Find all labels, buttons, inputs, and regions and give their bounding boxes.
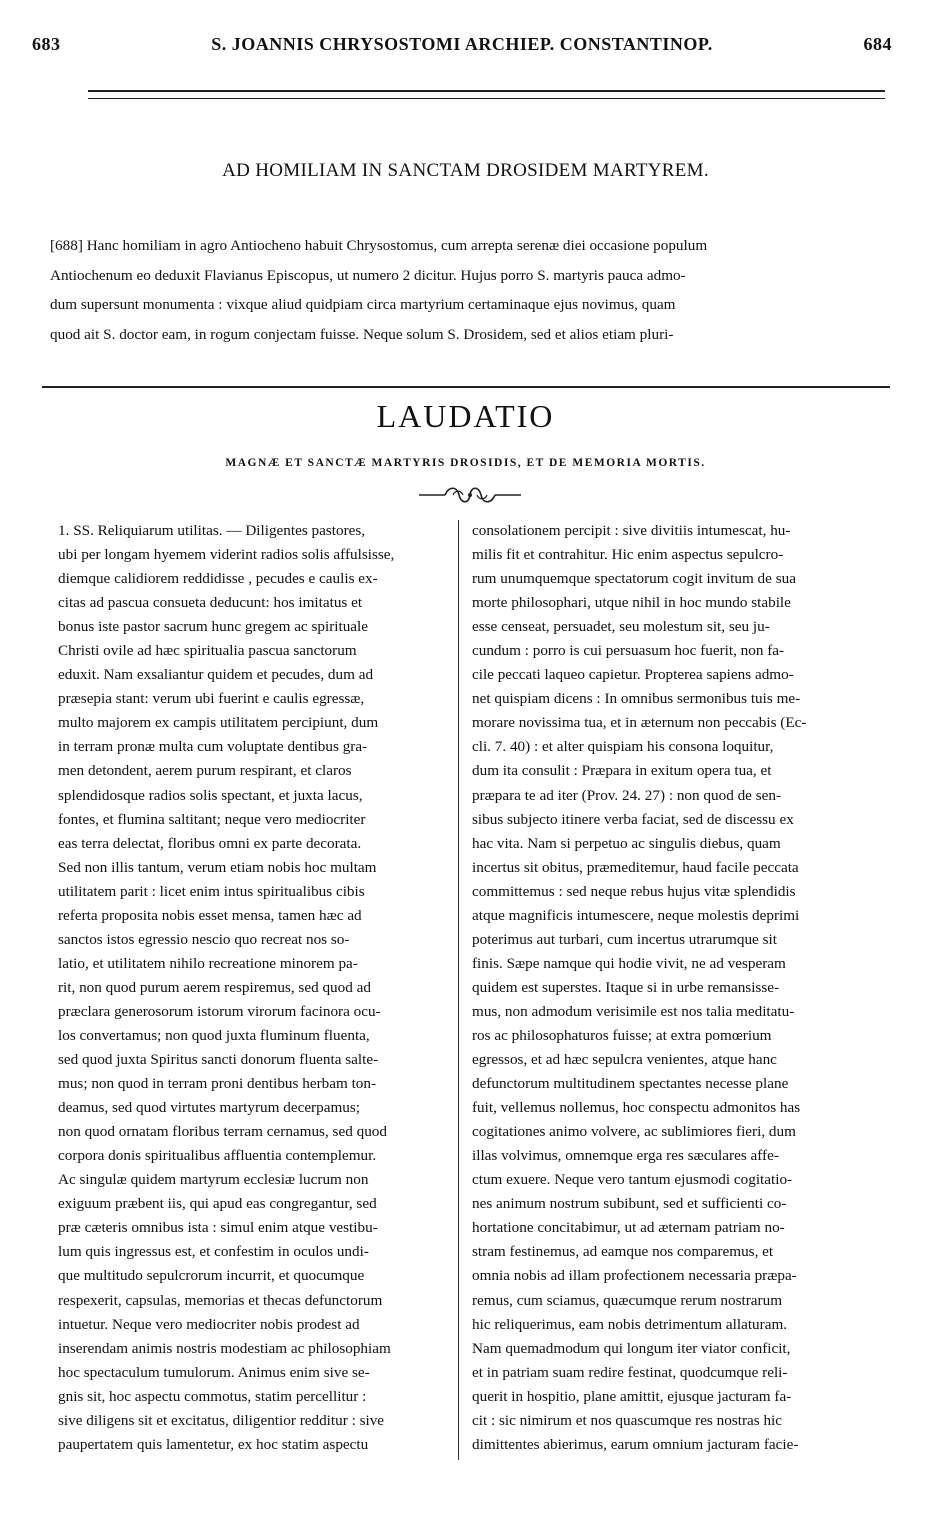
text-line: rum unumquemque spectatorum cogit invitum de sua [472,570,796,588]
homily-note-title: AD HOMILIAM IN SANCTAM DROSIDEM MARTYREM. [222,160,709,181]
text-line: gnis sit, hoc aspectu commotus, statim percellitur : [58,1387,367,1405]
text-line: dimittentes abierimus, earum omnium jacturam facie- [472,1435,799,1453]
text-line: cile peccati laqueo capietur. Propterea sapiens admo- [472,666,794,684]
intro-line: [688] Hanc homiliam in agro Antiocheno habuit Chrysostomus, cum arrepta serenæ diei occasione populum [50,237,708,254]
text-column-left [58,519,445,1457]
text-line: in terram pronæ multa cum voluptate dentibus gra- [58,738,368,756]
text-line: milis fit et contrahitur. Hic enim aspectus sepulcro- [472,546,784,564]
text-line: sibus subjecto itinere verba faciat, sed de discessu ex [472,810,794,828]
text-line: 1. SS. Reliquiarum utilitas. — Diligentes pastores, [58,522,366,539]
text-line: los convertamus; non quod juxta fluminum fluenta, [58,1026,370,1044]
section-rule [42,386,890,388]
page-number-left: 683 [32,34,61,54]
work-subtitle: MAGNÆ ET SANCTÆ MARTYRIS DROSIDIS, ET DE MEMORIA MORTIS. [225,457,706,469]
text-line: referta proposita nobis esset mensa, tamen hæc ad [58,906,362,924]
text-line: morte philosophari, utque nihil in hoc mundo stabile [472,594,791,612]
column-divider [458,520,459,1460]
page-number-right: 684 [863,34,892,54]
text-line: deamus, sed quod virtutes martyrum decerpamus; [58,1099,360,1117]
text-line: utilitatem parit : licet enim intus spiritualibus cibis [58,882,365,900]
text-line: hic reliquerimus, eam nobis detrimentum allaturam. [472,1315,788,1333]
text-line: morare novissima tua, et in æternum non peccabis (Ec- [472,714,807,732]
text-line: ubi per longam hyemem viderint radios solis affulsisse, [58,546,395,564]
text-line: quidem est superstes. Itaque si in urbe remansisse- [472,978,780,996]
text-line: Nam quemadmodum qui longum iter viator conficit, [472,1339,791,1357]
text-line: sed quod juxta Spiritus sancti donorum fluenta salte- [58,1051,379,1069]
text-line: Christi ovile ad hæc spiritualia pascua sanctorum [58,642,357,660]
text-line: rit, non quod purum aerem respiremus, sed quod ad [58,978,371,996]
text-line: defunctorum multitudinem spectantes necesse plane [472,1075,789,1093]
text-line: respexerit, capsulas, memorias et thecas defunctorum [58,1291,383,1309]
text-line: net quispiam dicens : In omnibus sermonibus tuis me- [472,690,801,708]
text-line: hac vita. Nam si perpetuo ac singulis diebus, quam [472,834,781,852]
text-line: sive diligens sit et excitatus, diligentior redditur : sive [58,1411,385,1429]
text-line: eduxit. Nam exsaliantur quidem et pecudes, dum ad [58,666,374,684]
text-column-right [472,519,890,1457]
text-line: multo majorem ex campis utilitatem percipiunt, dum [58,714,379,732]
text-line: men detondent, aerem purum respirant, et claros [58,762,352,780]
text-line: dum ita consulit : Præpara in exitum opera tua, et [472,762,772,780]
text-line: cli. 7. 40) : et alter quispiam his consona loquitur, [472,738,774,756]
text-line: mus; non quod in terram proni dentibus herbam ton- [58,1075,377,1093]
text-line: præsepia stant: verum ubi fuerint e caulis egressæ, [58,690,365,708]
text-line: consolationem percipit : sive divitiis intumescat, hu- [472,522,791,539]
intro-line: quod ait S. doctor eam, in rogum conjectam fuisse. Neque solum S. Drosidem, sed et alios etiam pluri- [50,325,674,343]
text-line: remus, cum sciamus, quæcumque rerum nostrarum [472,1291,783,1309]
text-line: præ cæteris omnibus ista : simul enim atque vestibu- [58,1219,378,1237]
text-line: Sed non illis tantum, verum etiam nobis hoc multam [58,858,377,876]
text-line: præclara generosorum istorum virorum facinora ocu- [58,1002,381,1020]
text-line: querit in hospitio, plane amittit, ejusque jacturam fa- [472,1387,792,1405]
text-line: præpara te ad iter (Prov. 24. 27) : non quod de sen- [472,786,782,804]
text-line: lum quis ingressus est, et confestim in oculos undi- [58,1243,369,1261]
text-line: Ac singulæ quidem martyrum ecclesiæ lucrum non [58,1171,369,1189]
text-line: diemque calidiorem reddidisse , pecudes e caulis ex- [58,570,378,588]
intro-line: Antiochenum eo deduxit Flavianus Episcopus, ut numero 2 dicitur. Hujus porro S. martyris pauca admo- [50,266,686,284]
intro-paragraph [50,231,893,349]
text-line: splendidosque radios solis spectant, et juxta lacus, [58,786,363,804]
text-line: ros ac philosophaturos fuisse; at extra pomœrium [472,1026,772,1044]
text-line: nes animum nostrum subibunt, sed et sufficienti co- [472,1195,787,1213]
text-line: latio, et utilitatem nihilo recreatione minorem pa- [58,954,358,972]
text-line: exiguum præbent iis, qui apud eas congregantur, sed [58,1195,377,1213]
running-header [32,34,892,58]
text-line: intuetur. Neque vero mediocriter nobis prodest ad [58,1315,360,1333]
ornament-divider [415,484,525,506]
text-line: eas terra delectat, floribus omni ex parte decorata. [58,834,362,852]
text-line: sanctos istos egressio nescio quo recreat nos so- [58,930,350,948]
text-line: incertus sit obitus, præmeditemur, haud facile peccata [472,858,799,876]
text-line: cit : sic nimirum et nos quascumque res nostras hic [472,1411,783,1429]
text-line: hoc spectaculum tumulorum. Animus enim sive se- [58,1363,370,1381]
text-line: mus, non admodum verisimile est nos talia meditatu- [472,1002,795,1020]
text-line: non quod ornatam floribus terram cernamus, sed quod [58,1123,387,1141]
text-line: committemus : sed neque rebus hujus vitæ splendidis [472,882,796,900]
intro-line: dum supersunt monumenta : vixque aliud quidpiam circa martyrium certaminaque ejus novimus, quam [50,296,676,313]
text-line: corpora donis spiritualibus affluentia contemplemur. [58,1147,377,1165]
running-title: S. JOANNIS CHRYSOSTOMI ARCHIEP. CONSTANTINOP. [211,34,713,54]
text-line: hortatione concitabimur, ut ad æternam patriam no- [472,1219,785,1237]
text-line: poterimus aut turbari, cum incertus utrarumque sit [472,930,777,948]
text-line: ctum exuere. Neque vero tantum ejusmodi cogitatio- [472,1171,793,1189]
text-line: que multitudo sepulcrorum incurrit, et quocumque [58,1267,365,1285]
text-line: fontes, et flumina saltitant; neque vero mediocriter [58,810,366,828]
text-line: omnia nobis ad illam profectionem necessaria præpa- [472,1267,797,1285]
work-title: LAUDATIO [376,398,555,434]
text-line: paupertatem quis lamentetur, ex hoc statim aspectu [58,1435,369,1453]
text-line: et in patriam suam redire festinat, quodcumque reli- [472,1363,788,1381]
text-line: stram festinemus, ad eamque nos comparemus, et [472,1243,774,1261]
text-line: cundum : porro is cui persuasum hoc fuerit, non fa- [472,642,785,660]
text-line: citas ad pascua consueta deducunt: hos imitatus et [58,594,363,612]
text-line: inserendam animis nostris modestiam ac philosophiam [58,1339,391,1357]
text-line: bonus iste pastor sacrum hunc gregem ac spirituale [58,618,368,636]
text-line: fuit, vellemus nollemus, hoc conspectu admonitos has [472,1099,801,1117]
text-line: finis. Sæpe namque qui hodie vivit, ne ad vesperam [472,954,786,972]
text-line: esse censeat, persuadet, seu molestum sit, seu ju- [472,618,770,636]
text-line: atque magnificis intumescere, neque molestis deprimi [472,906,800,924]
text-line: illas volvimus, omnemque erga res sæculares affe- [472,1147,779,1165]
header-rule [88,90,885,99]
text-line: egressos, et ad hæc sepulcra venientes, atque hanc [472,1051,777,1069]
text-line: cogitationes animo volvere, ac sublimiores fieri, dum [472,1123,796,1141]
